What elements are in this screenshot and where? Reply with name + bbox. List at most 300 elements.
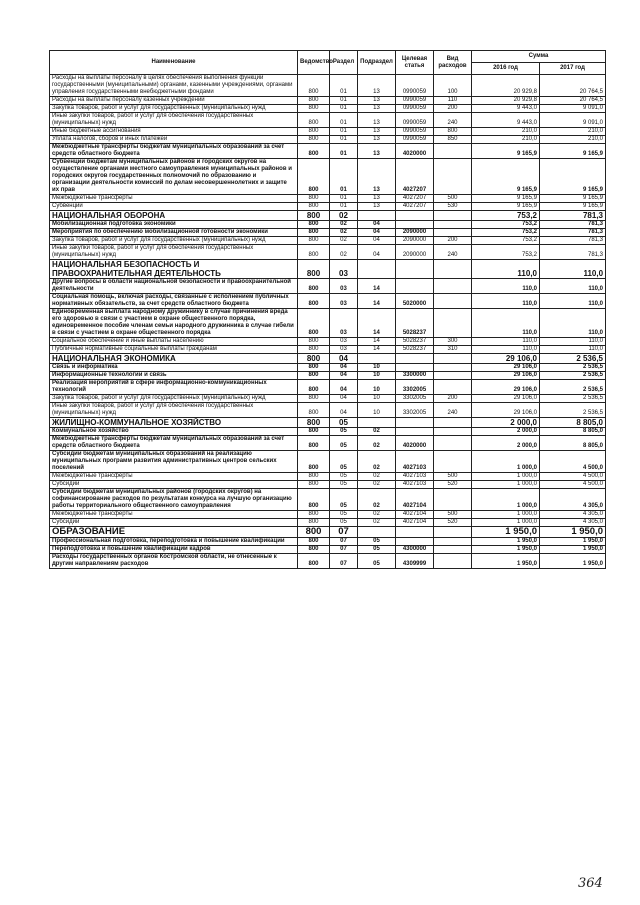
row-target-article: 0990059 (396, 136, 434, 144)
row-name: Межбюджетные трансферты бюджетам муниципальных образований за счет средств областного бюджета (50, 144, 298, 159)
row-sum-2016: 110,0 (472, 260, 540, 279)
row-name: Иные закупки товаров, работ и услуг для обеспечения государственных (муниципальных) нужд (50, 113, 298, 128)
row-target-article: 3302005 (396, 380, 434, 395)
row-expense-type: 200 (434, 237, 472, 245)
row-name: Мероприятия по обеспечению мобилизационной готовности экономики (50, 229, 298, 237)
row-name: Межбюджетные трансферты (50, 473, 298, 481)
row-razdel: 01 (330, 144, 358, 159)
table-row (50, 113, 606, 128)
row-name: Закупка товаров, работ и услуг для государственных (муниципальных) нужд (50, 105, 298, 113)
row-podrazdel: 04 (358, 237, 396, 245)
row-razdel: 01 (330, 75, 358, 97)
row-podrazdel: 13 (358, 97, 396, 105)
row-target-article: 2090000 (396, 237, 434, 245)
table-row (50, 203, 606, 211)
row-podrazdel: 05 (358, 538, 396, 546)
table-row (50, 75, 606, 97)
row-podrazdel: 02 (358, 436, 396, 451)
row-sum-2017: 210,0 (540, 128, 606, 136)
row-sum-2017: 8 805,0 (540, 428, 606, 436)
row-expense-type (434, 309, 472, 338)
row-name: НАЦИОНАЛЬНАЯ БЕЗОПАСНОСТЬ И ПРАВООХРАНИТЕЛЬНАЯ ДЕЯТЕЛЬНОСТЬ (50, 260, 298, 279)
row-target-article: 5028237 (396, 346, 434, 354)
row-target-article: 3300000 (396, 372, 434, 380)
row-target-article: 5028237 (396, 309, 434, 338)
row-podrazdel: 13 (358, 203, 396, 211)
row-sum-2016: 9 165,9 (472, 203, 540, 211)
table-row (50, 473, 606, 481)
row-expense-type: 500 (434, 473, 472, 481)
row-podrazdel: 04 (358, 221, 396, 229)
row-razdel: 07 (330, 538, 358, 546)
row-expense-type (434, 418, 472, 428)
row-vedomstvo: 800 (298, 309, 330, 338)
row-sum-2016: 9 165,9 (472, 159, 540, 195)
row-name: Публичные нормативные социальные выплаты гражданам (50, 346, 298, 354)
row-podrazdel: 02 (358, 428, 396, 436)
row-podrazdel: 10 (358, 364, 396, 372)
row-podrazdel: 13 (358, 144, 396, 159)
row-sum-2017: 2 536,5 (540, 403, 606, 418)
row-name: Субвенции (50, 203, 298, 211)
row-target-article: 0990059 (396, 128, 434, 136)
table-row (50, 481, 606, 489)
row-name: Другие вопросы в области национальной безопасности и правоохранительной деятельности (50, 279, 298, 294)
row-sum-2016: 29 106,0 (472, 403, 540, 418)
col-header-year-2017: 2017 год (540, 63, 606, 75)
row-podrazdel: 04 (358, 229, 396, 237)
row-name: Расходы государственных органов Костромской области, не отнесенные к другим направлениям расходов (50, 554, 298, 569)
row-razdel: 03 (330, 338, 358, 346)
row-sum-2016: 1 950,0 (472, 554, 540, 569)
row-expense-type (434, 489, 472, 511)
row-sum-2017: 8 805,0 (540, 418, 606, 428)
row-razdel: 05 (330, 481, 358, 489)
col-header-name: Наименование (50, 51, 298, 75)
row-target-article: 5020000 (396, 294, 434, 309)
row-target-article: 3302005 (396, 403, 434, 418)
row-expense-type (434, 159, 472, 195)
row-sum-2016: 1 000,0 (472, 481, 540, 489)
table-row (50, 554, 606, 569)
row-sum-2017: 4 500,0 (540, 481, 606, 489)
row-target-article (396, 260, 434, 279)
row-razdel: 03 (330, 294, 358, 309)
row-expense-type (434, 451, 472, 473)
row-vedomstvo: 800 (298, 211, 330, 221)
table-row (50, 436, 606, 451)
row-razdel: 04 (330, 380, 358, 395)
row-sum-2017: 110,0 (540, 279, 606, 294)
row-sum-2016: 210,0 (472, 136, 540, 144)
row-vedomstvo: 800 (298, 418, 330, 428)
row-name: Профессиональная подготовка, переподготовка и повышение квалификации (50, 538, 298, 546)
row-sum-2017: 781,3 (540, 229, 606, 237)
row-name: Реализация мероприятий в сфере информационно-коммуникационных технологий (50, 380, 298, 395)
row-name: Единовременная выплата народному дружиннику в случае причинения вреда его здоровью в связи с участием в охране общественного порядка, единовременное пособие членам семьи народного дружинника в случае гибели в связи с участием в охране общественного порядка (50, 309, 298, 338)
row-podrazdel: 02 (358, 481, 396, 489)
row-name: Расходы на выплаты персоналу казенных учреждений (50, 97, 298, 105)
table-row (50, 338, 606, 346)
row-podrazdel: 13 (358, 75, 396, 97)
row-sum-2016: 9 165,9 (472, 144, 540, 159)
row-expense-type: 200 (434, 395, 472, 403)
row-name: Мобилизационная подготовка экономики (50, 221, 298, 229)
table-row (50, 279, 606, 294)
table-row (50, 245, 606, 260)
row-podrazdel (358, 260, 396, 279)
row-sum-2017: 2 536,5 (540, 364, 606, 372)
row-sum-2017: 781,3 (540, 245, 606, 260)
row-sum-2016: 110,0 (472, 309, 540, 338)
row-razdel: 05 (330, 473, 358, 481)
row-expense-type: 500 (434, 511, 472, 519)
row-podrazdel: 05 (358, 546, 396, 554)
row-sum-2017: 2 536,5 (540, 372, 606, 380)
row-razdel: 07 (330, 546, 358, 554)
row-sum-2017: 1 950,0 (540, 538, 606, 546)
row-target-article: 3302005 (396, 395, 434, 403)
row-expense-type (434, 546, 472, 554)
row-sum-2017: 4 500,0 (540, 451, 606, 473)
row-name: Межбюджетные трансферты бюджетам муниципальных образований за счет средств областного бюджета (50, 436, 298, 451)
row-vedomstvo: 800 (298, 403, 330, 418)
row-podrazdel: 02 (358, 511, 396, 519)
row-name: Переподготовка и повышение квалификации кадров (50, 546, 298, 554)
row-vedomstvo: 800 (298, 527, 330, 538)
table-row (50, 418, 606, 428)
row-sum-2016: 20 929,8 (472, 97, 540, 105)
row-target-article: 2090000 (396, 245, 434, 260)
row-podrazdel: 10 (358, 372, 396, 380)
row-sum-2016: 29 106,0 (472, 380, 540, 395)
row-vedomstvo: 800 (298, 538, 330, 546)
table-row (50, 372, 606, 380)
row-sum-2017: 781,3 (540, 211, 606, 221)
row-sum-2016: 110,0 (472, 338, 540, 346)
row-razdel: 05 (330, 428, 358, 436)
row-target-article: 4027104 (396, 519, 434, 527)
row-razdel: 02 (330, 211, 358, 221)
row-razdel: 01 (330, 136, 358, 144)
row-sum-2016: 110,0 (472, 279, 540, 294)
row-sum-2017: 110,0 (540, 294, 606, 309)
row-name: Связь и информатика (50, 364, 298, 372)
row-vedomstvo: 800 (298, 380, 330, 395)
row-sum-2016: 1 950,0 (472, 527, 540, 538)
row-vedomstvo: 800 (298, 279, 330, 294)
row-sum-2016: 110,0 (472, 346, 540, 354)
row-razdel: 07 (330, 554, 358, 569)
table-row (50, 380, 606, 395)
table-row (50, 211, 606, 221)
row-vedomstvo: 800 (298, 97, 330, 105)
table-row (50, 159, 606, 195)
row-sum-2017: 20 764,5 (540, 75, 606, 97)
row-podrazdel: 13 (358, 159, 396, 195)
row-target-article: 4300000 (396, 546, 434, 554)
row-target-article: 4027207 (396, 159, 434, 195)
row-razdel: 01 (330, 113, 358, 128)
row-expense-type (434, 554, 472, 569)
row-sum-2017: 110,0 (540, 346, 606, 354)
table-header (50, 51, 606, 75)
row-sum-2016: 2 000,0 (472, 428, 540, 436)
row-sum-2016: 2 000,0 (472, 436, 540, 451)
row-target-article: 4027103 (396, 473, 434, 481)
row-name: Иные закупки товаров, работ и услуг для обеспечения государственных (муниципальных) нужд (50, 403, 298, 418)
row-vedomstvo: 800 (298, 294, 330, 309)
col-header-year-2016: 2016 год (472, 63, 540, 75)
row-podrazdel: 13 (358, 195, 396, 203)
row-expense-type: 520 (434, 519, 472, 527)
budget-table (49, 50, 606, 569)
table-row (50, 346, 606, 354)
row-vedomstvo: 800 (298, 451, 330, 473)
row-sum-2017: 110,0 (540, 260, 606, 279)
row-target-article: 4027207 (396, 203, 434, 211)
row-target-article: 4020000 (396, 144, 434, 159)
row-sum-2016: 9 443,0 (472, 113, 540, 128)
row-sum-2016: 753,2 (472, 221, 540, 229)
row-vedomstvo: 800 (298, 221, 330, 229)
row-expense-type: 310 (434, 346, 472, 354)
table-row (50, 527, 606, 538)
table-row (50, 428, 606, 436)
row-sum-2016: 753,2 (472, 245, 540, 260)
row-sum-2016: 1 000,0 (472, 489, 540, 511)
row-vedomstvo: 800 (298, 554, 330, 569)
row-sum-2017: 1 950,0 (540, 527, 606, 538)
row-podrazdel: 10 (358, 380, 396, 395)
table-row (50, 364, 606, 372)
row-expense-type (434, 428, 472, 436)
row-vedomstvo: 800 (298, 546, 330, 554)
row-vedomstvo: 800 (298, 372, 330, 380)
row-vedomstvo: 800 (298, 395, 330, 403)
row-vedomstvo: 800 (298, 75, 330, 97)
row-vedomstvo: 800 (298, 364, 330, 372)
row-target-article: 0990059 (396, 105, 434, 113)
table-row (50, 354, 606, 364)
row-razdel: 04 (330, 403, 358, 418)
row-target-article: 4027207 (396, 195, 434, 203)
row-vedomstvo: 800 (298, 489, 330, 511)
row-razdel: 02 (330, 221, 358, 229)
row-podrazdel: 13 (358, 128, 396, 136)
row-expense-type: 110 (434, 97, 472, 105)
row-name: Иные закупки товаров, работ и услуг для обеспечения государственных (муниципальных) нужд (50, 245, 298, 260)
row-name: Субвенции бюджетам муниципальных районов и городских округов на осуществление органами местного самоуправления муниципальных районов и городских округов государственных полномочий по образованию и организации деятельности комиссий по делам несовершеннолетних и защите их прав (50, 159, 298, 195)
row-vedomstvo: 800 (298, 511, 330, 519)
row-target-article (396, 279, 434, 294)
row-expense-type: 200 (434, 105, 472, 113)
row-expense-type (434, 372, 472, 380)
row-name: Социальное обеспечение и иные выплаты населению (50, 338, 298, 346)
row-target-article: 0990059 (396, 113, 434, 128)
row-vedomstvo: 800 (298, 144, 330, 159)
row-name: Закупка товаров, работ и услуг для государственных (муниципальных) нужд (50, 395, 298, 403)
row-razdel: 01 (330, 159, 358, 195)
row-target-article: 5028237 (396, 338, 434, 346)
row-razdel: 05 (330, 489, 358, 511)
table-row (50, 229, 606, 237)
row-vedomstvo: 800 (298, 428, 330, 436)
table-row (50, 260, 606, 279)
row-razdel: 01 (330, 203, 358, 211)
row-name: ЖИЛИЩНО-КОММУНАЛЬНОЕ ХОЗЯЙСТВО (50, 418, 298, 428)
col-header-expense-type: Вид расходов (434, 51, 472, 75)
col-header-sum: Сумма (472, 51, 606, 63)
row-sum-2017: 9 165,9 (540, 144, 606, 159)
row-sum-2016: 1 950,0 (472, 546, 540, 554)
row-razdel: 02 (330, 237, 358, 245)
row-expense-type: 240 (434, 245, 472, 260)
row-razdel: 01 (330, 105, 358, 113)
row-sum-2017: 781,3 (540, 221, 606, 229)
row-sum-2016: 9 165,9 (472, 195, 540, 203)
row-name: Коммунальное хозяйство (50, 428, 298, 436)
row-vedomstvo: 800 (298, 229, 330, 237)
row-sum-2016: 20 929,8 (472, 75, 540, 97)
row-sum-2017: 2 536,5 (540, 395, 606, 403)
table-row (50, 195, 606, 203)
row-name: Иные бюджетные ассигнования (50, 128, 298, 136)
row-podrazdel: 10 (358, 395, 396, 403)
table-row (50, 105, 606, 113)
row-razdel: 03 (330, 309, 358, 338)
row-vedomstvo: 800 (298, 436, 330, 451)
row-target-article (396, 527, 434, 538)
row-podrazdel: 02 (358, 519, 396, 527)
row-target-article: 0990059 (396, 97, 434, 105)
row-sum-2016: 9 443,0 (472, 105, 540, 113)
row-name: Субсидии бюджетам муниципальных районов (городских округов) на софинансирование расходов по результатам конкурса на лучшую организацию работы территориального общественного самоуправления (50, 489, 298, 511)
row-expense-type (434, 354, 472, 364)
row-sum-2017: 210,0 (540, 136, 606, 144)
row-expense-type: 240 (434, 403, 472, 418)
row-expense-type (434, 436, 472, 451)
row-sum-2017: 2 536,5 (540, 380, 606, 395)
table-row (50, 395, 606, 403)
row-sum-2017: 110,0 (540, 309, 606, 338)
row-razdel: 04 (330, 372, 358, 380)
row-expense-type (434, 144, 472, 159)
row-expense-type (434, 229, 472, 237)
row-razdel: 04 (330, 354, 358, 364)
row-target-article: 4027104 (396, 489, 434, 511)
row-name: НАЦИОНАЛЬНАЯ ОБОРОНА (50, 211, 298, 221)
row-expense-type (434, 260, 472, 279)
row-sum-2017: 110,0 (540, 338, 606, 346)
row-razdel: 04 (330, 395, 358, 403)
row-podrazdel: 14 (358, 294, 396, 309)
row-razdel: 07 (330, 527, 358, 538)
row-sum-2016: 1 000,0 (472, 511, 540, 519)
row-podrazdel: 10 (358, 403, 396, 418)
row-sum-2017: 1 950,0 (540, 554, 606, 569)
table-row (50, 489, 606, 511)
row-vedomstvo: 800 (298, 128, 330, 136)
table-row (50, 237, 606, 245)
row-podrazdel: 04 (358, 245, 396, 260)
row-target-article: 4027103 (396, 451, 434, 473)
row-expense-type: 100 (434, 75, 472, 97)
row-name: Информационные технологии и связь (50, 372, 298, 380)
row-vedomstvo: 800 (298, 338, 330, 346)
row-razdel: 01 (330, 195, 358, 203)
row-vedomstvo: 800 (298, 105, 330, 113)
row-sum-2017: 9 165,9 (540, 159, 606, 195)
row-razdel: 05 (330, 436, 358, 451)
row-expense-type: 850 (434, 136, 472, 144)
row-razdel: 01 (330, 97, 358, 105)
row-sum-2016: 1 950,0 (472, 538, 540, 546)
row-vedomstvo: 800 (298, 195, 330, 203)
row-sum-2016: 753,2 (472, 237, 540, 245)
row-sum-2016: 29 106,0 (472, 395, 540, 403)
row-sum-2016: 1 000,0 (472, 451, 540, 473)
row-vedomstvo: 800 (298, 519, 330, 527)
row-sum-2016: 753,2 (472, 211, 540, 221)
row-expense-type: 800 (434, 128, 472, 136)
row-sum-2016: 110,0 (472, 294, 540, 309)
col-header-razdel: Раздел (330, 51, 358, 75)
row-vedomstvo: 800 (298, 473, 330, 481)
row-expense-type (434, 380, 472, 395)
row-expense-type (434, 527, 472, 538)
table-row (50, 546, 606, 554)
row-podrazdel: 02 (358, 451, 396, 473)
row-target-article (396, 418, 434, 428)
row-target-article: 4309999 (396, 554, 434, 569)
row-target-article (396, 354, 434, 364)
row-sum-2017: 9 091,0 (540, 113, 606, 128)
row-vedomstvo: 800 (298, 245, 330, 260)
row-razdel: 01 (330, 128, 358, 136)
row-razdel: 05 (330, 418, 358, 428)
table-row (50, 97, 606, 105)
row-podrazdel: 14 (358, 346, 396, 354)
row-target-article: 0990059 (396, 75, 434, 97)
row-expense-type: 520 (434, 481, 472, 489)
row-podrazdel: 02 (358, 489, 396, 511)
row-razdel: 05 (330, 511, 358, 519)
table-row (50, 294, 606, 309)
row-expense-type (434, 294, 472, 309)
row-razdel: 05 (330, 519, 358, 527)
row-sum-2016: 2 000,0 (472, 418, 540, 428)
row-podrazdel (358, 418, 396, 428)
row-sum-2017: 9 165,9 (540, 203, 606, 211)
row-podrazdel: 05 (358, 554, 396, 569)
row-sum-2017: 4 305,0 (540, 489, 606, 511)
row-target-article: 4027103 (396, 481, 434, 489)
row-target-article (396, 221, 434, 229)
row-sum-2017: 781,3 (540, 237, 606, 245)
row-podrazdel (358, 527, 396, 538)
row-name: НАЦИОНАЛЬНАЯ ЭКОНОМИКА (50, 354, 298, 364)
row-razdel: 03 (330, 279, 358, 294)
row-expense-type (434, 211, 472, 221)
row-sum-2016: 29 106,0 (472, 372, 540, 380)
row-sum-2017: 4 500,0 (540, 473, 606, 481)
row-podrazdel (358, 354, 396, 364)
row-vedomstvo: 800 (298, 481, 330, 489)
row-razdel: 03 (330, 260, 358, 279)
table-row (50, 144, 606, 159)
row-sum-2016: 1 000,0 (472, 519, 540, 527)
